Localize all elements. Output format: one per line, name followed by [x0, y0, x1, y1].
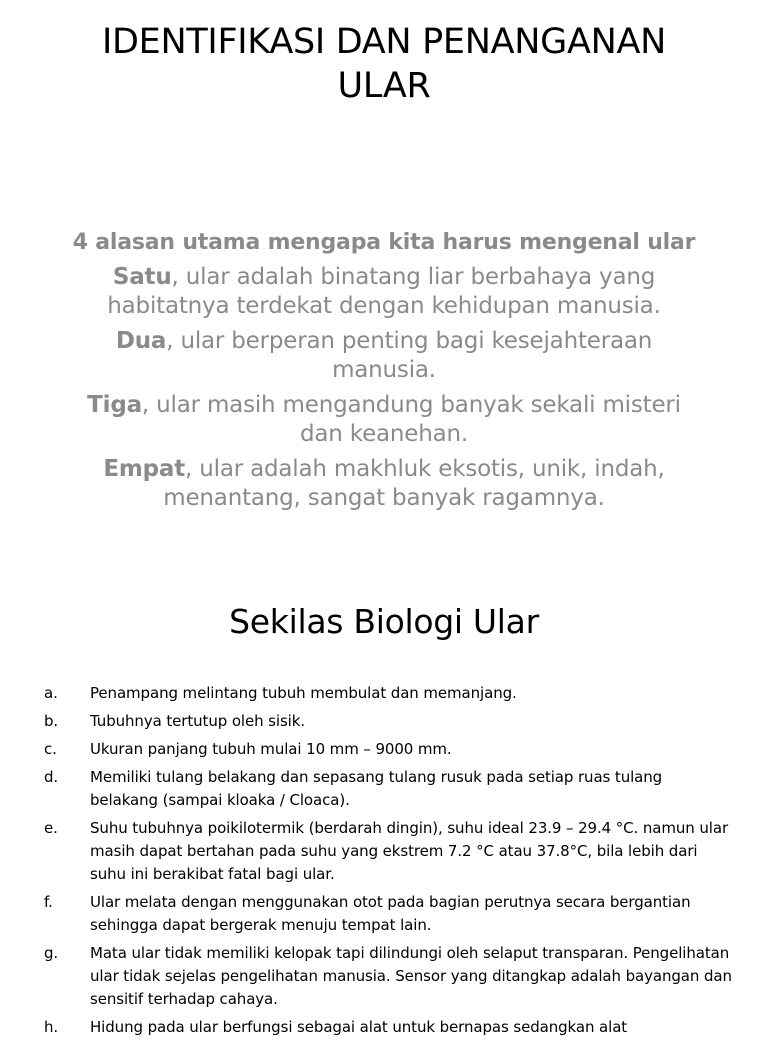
reason-item	[70, 391, 698, 449]
list-item-letter: e.	[44, 819, 58, 837]
list-item-text: Hidung pada ular berfungsi sebagai alat untuk bernapas sedangkan alat	[90, 1018, 628, 1036]
list-item	[44, 738, 734, 761]
reason-label: Empat	[103, 456, 186, 482]
reasons-section	[70, 228, 698, 519]
reason-label: Tiga	[87, 392, 142, 418]
list-item-text: Penampang melintang tubuh membulat dan memanjang.	[90, 684, 517, 702]
list-item-text: Ular melata dengan menggunakan otot pada bagian perutnya secara bergantian sehingga dapat bergerak menuju tempat lain.	[90, 893, 691, 934]
reason-text: , ular berperan penting bagi kesejahteraan manusia.	[166, 328, 653, 383]
list-item-text: Suhu tubuhnya poikilotermik (berdarah dingin), suhu ideal 23.9 – 29.4 °C. namun ular masih dapat bertahan pada suhu yang ekstrem 7.2 °C atau 37.8°C, bila lebih dari suhu ini berakibat fatal bagi ular.	[90, 819, 729, 883]
list-item-text: Ukuran panjang tubuh mulai 10 mm – 9000 mm.	[90, 740, 452, 758]
list-item	[44, 710, 734, 733]
list-item-letter: f.	[44, 893, 53, 911]
reason-item	[70, 263, 698, 321]
list-item-text: Tubuhnya tertutup oleh sisik.	[90, 712, 305, 730]
list-item	[44, 682, 734, 705]
list-item-letter: d.	[44, 768, 59, 786]
list-item	[44, 942, 734, 1011]
list-item-letter: c.	[44, 740, 57, 758]
reason-text: , ular masih mengandung banyak sekali misteri dan keanehan.	[141, 392, 681, 447]
list-item-text: Memiliki tulang belakang dan sepasang tulang rusuk pada setiap ruas tulang belakang (sampai kloaka / Cloaca).	[90, 768, 663, 809]
reason-text: , ular adalah makhluk eksotis, unik, indah, menantang, sangat banyak ragamnya.	[163, 456, 665, 511]
list-item-letter: g.	[44, 944, 59, 962]
page-title-line-1: IDENTIFIKASI DAN PENANGANAN	[101, 22, 667, 62]
list-item	[44, 891, 734, 937]
reason-item	[70, 327, 698, 385]
page-title-line-2: ULAR	[337, 66, 431, 106]
list-item-letter: h.	[44, 1018, 59, 1036]
reason-text: , ular adalah binatang liar berbahaya yang habitatnya terdekat dengan kehidupan manusia.	[107, 264, 661, 319]
list-item-letter: b.	[44, 712, 59, 730]
reason-item	[70, 455, 698, 513]
reason-label: Satu	[112, 264, 172, 290]
list-item-text: Mata ular tidak memiliki kelopak tapi dilindungi oleh selaput transparan. Pengelihatan ular tidak sejelas pengelihatan manusia. Sensor yang ditangkap adalah bayangan dan sensitif terhadap cahaya.	[90, 944, 732, 1008]
list-item-letter: a.	[44, 684, 58, 702]
biology-list	[44, 682, 734, 1044]
list-item	[44, 817, 734, 886]
page-title	[60, 20, 708, 108]
reasons-heading: 4 alasan utama mengapa kita harus mengenal ular	[72, 230, 696, 255]
biology-section-title: Sekilas Biologi Ular	[229, 602, 539, 641]
reason-label: Dua	[115, 328, 167, 354]
list-item	[44, 766, 734, 812]
list-item	[44, 1016, 734, 1039]
